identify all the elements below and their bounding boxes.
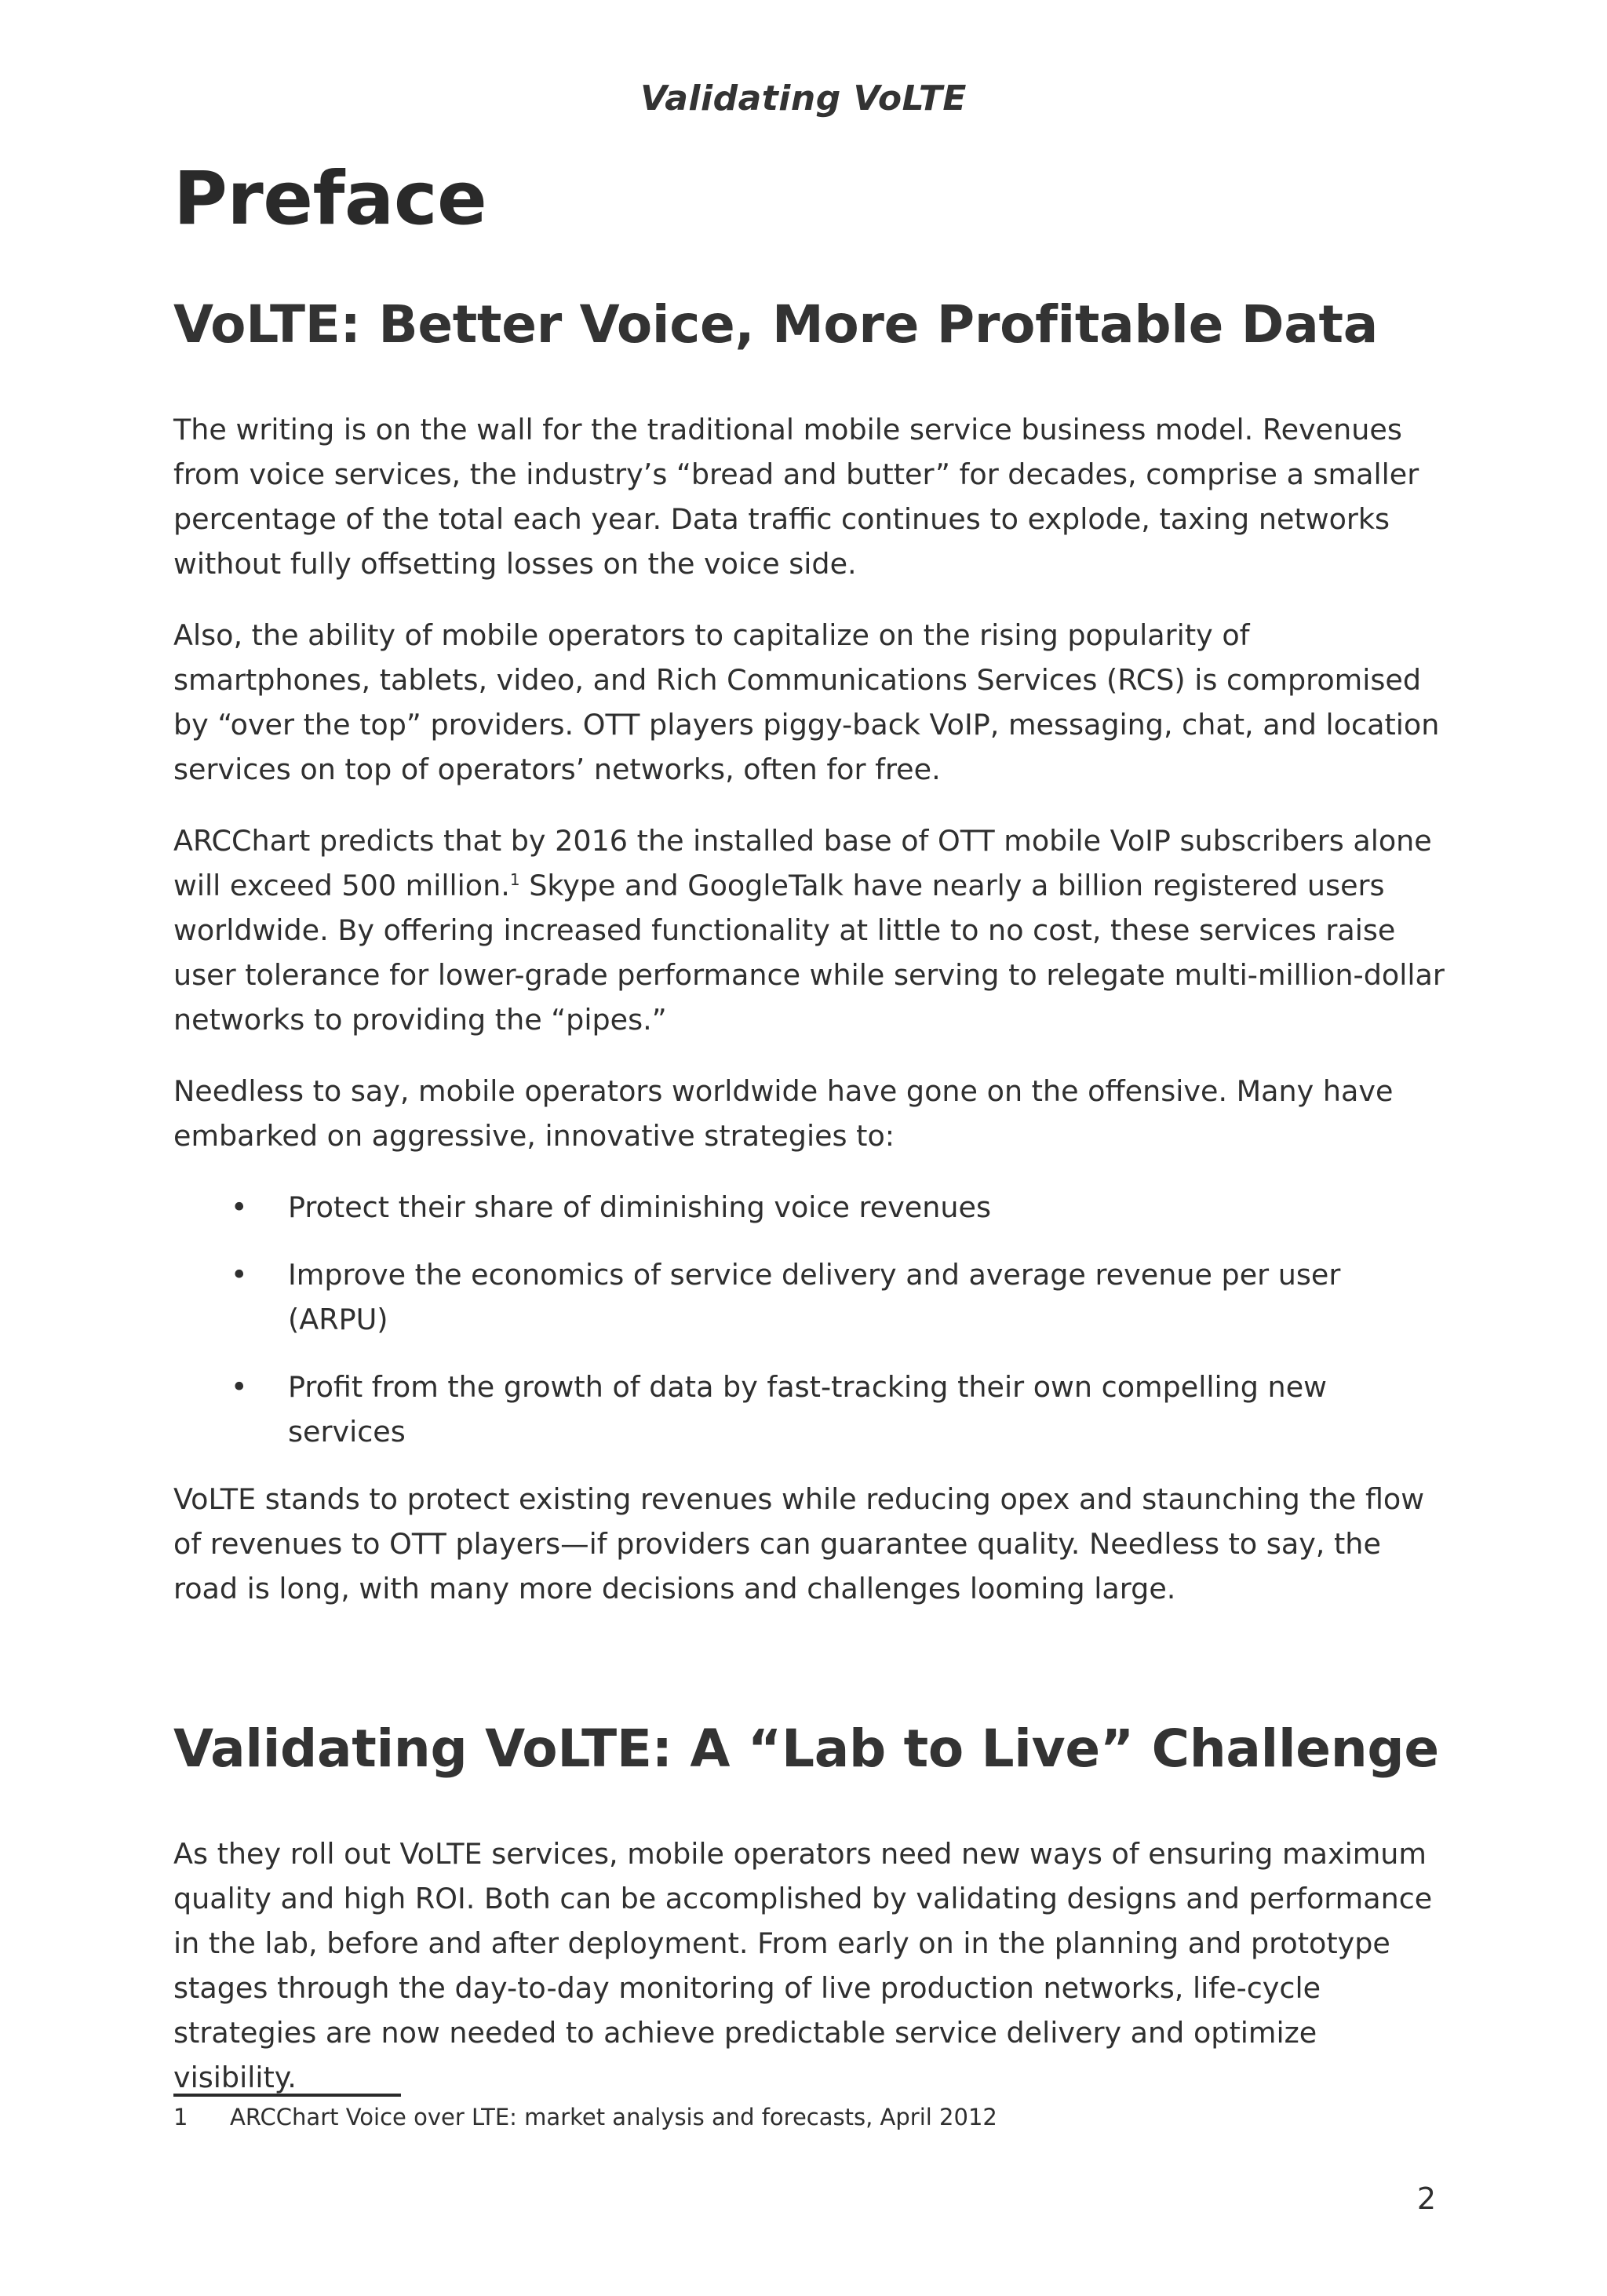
section-heading-volte-better-voice: VoLTE: Better Voice, More Profitable Data [173,294,1378,355]
bullet-icon: • [231,1190,248,1225]
footnote-text: ARCChart Voice over LTE: market analysis and forecasts, April 2012 [230,2104,997,2130]
list-item-text: Improve the economics of service delivery and average revenue per user (ARPU) [288,1258,1341,1337]
footnote-divider [173,2094,401,2097]
list-item [173,1185,1445,1230]
list-item [173,1365,1445,1454]
section-2-body [173,1831,1445,2100]
footnote-reference: 1 [509,870,520,890]
section-1-body [173,407,1445,1611]
section-heading-lab-to-live: Validating VoLTE: A “Lab to Live” Challenge [173,1718,1439,1780]
bullet-icon: • [231,1258,248,1292]
bullet-icon: • [231,1370,248,1405]
list-item-text: Protect their share of diminishing voice revenues [288,1190,991,1225]
page-title: Preface [173,156,487,242]
running-header: Validating VoLTE [640,78,967,118]
list-item-text: Profit from the growth of data by fast-tracking their own compelling new services [288,1370,1327,1449]
list-item [173,1252,1445,1342]
paragraph: Needless to say, mobile operators worldwide have gone on the offensive. Many have embarked on aggressive, innovative strategies to: [173,1074,1394,1153]
paragraph-text: Skype and GoogleTalk have nearly a billion registered users worldwide. By offering increased functionality at little to no cost, these services raise user tolerance for lower-grade performance while serving to relegate multi-million-dollar networks to providing the “pipes.” [173,869,1445,1037]
paragraph: VoLTE stands to protect existing revenues while reducing opex and staunching the flow of revenues to OTT players—if providers can guarantee quality. Needless to say, the road is long, with many more decisions and challenges looming large. [173,1482,1425,1606]
paragraph: The writing is on the wall for the traditional mobile service business model. Revenues from voice services, the industry’s “bread and butter” for decades, comprise a smaller percentage of the total each year. Data traffic continues to explode, taxing networks without fully offsetting losses on the voice side. [173,413,1419,581]
paragraph: As they roll out VoLTE services, mobile operators need new ways of ensuring maximum quality and high ROI. Both can be accomplished by validating designs and performance in the lab, before and after deployment. From early on in the planning and prototype stages through the day-to-day monitoring of live production networks, life-cycle strategies are now needed to achieve predictable service delivery and optimize visibility. [173,1837,1433,2095]
page-number: 2 [1416,2181,1436,2216]
main-content [173,157,1445,2127]
footnote [173,2101,997,2133]
paragraph: Also, the ability of mobile operators to capitalize on the rising popularity of smartphones, tablets, video, and Rich Communications Services (RCS) is compromised by “over the top” providers. OTT players piggy-back VoIP, messaging, chat, and location services on top of operators’ networks, often for free. [173,618,1440,787]
bullet-list [173,1185,1445,1454]
footnote-number: 1 [173,2104,188,2130]
paragraph-with-footnote [173,818,1445,1042]
paragraph-text: ARCChart predicts that by 2016 the installed base of OTT mobile VoIP subscribers alone will exceed 500 million. [173,824,1432,903]
